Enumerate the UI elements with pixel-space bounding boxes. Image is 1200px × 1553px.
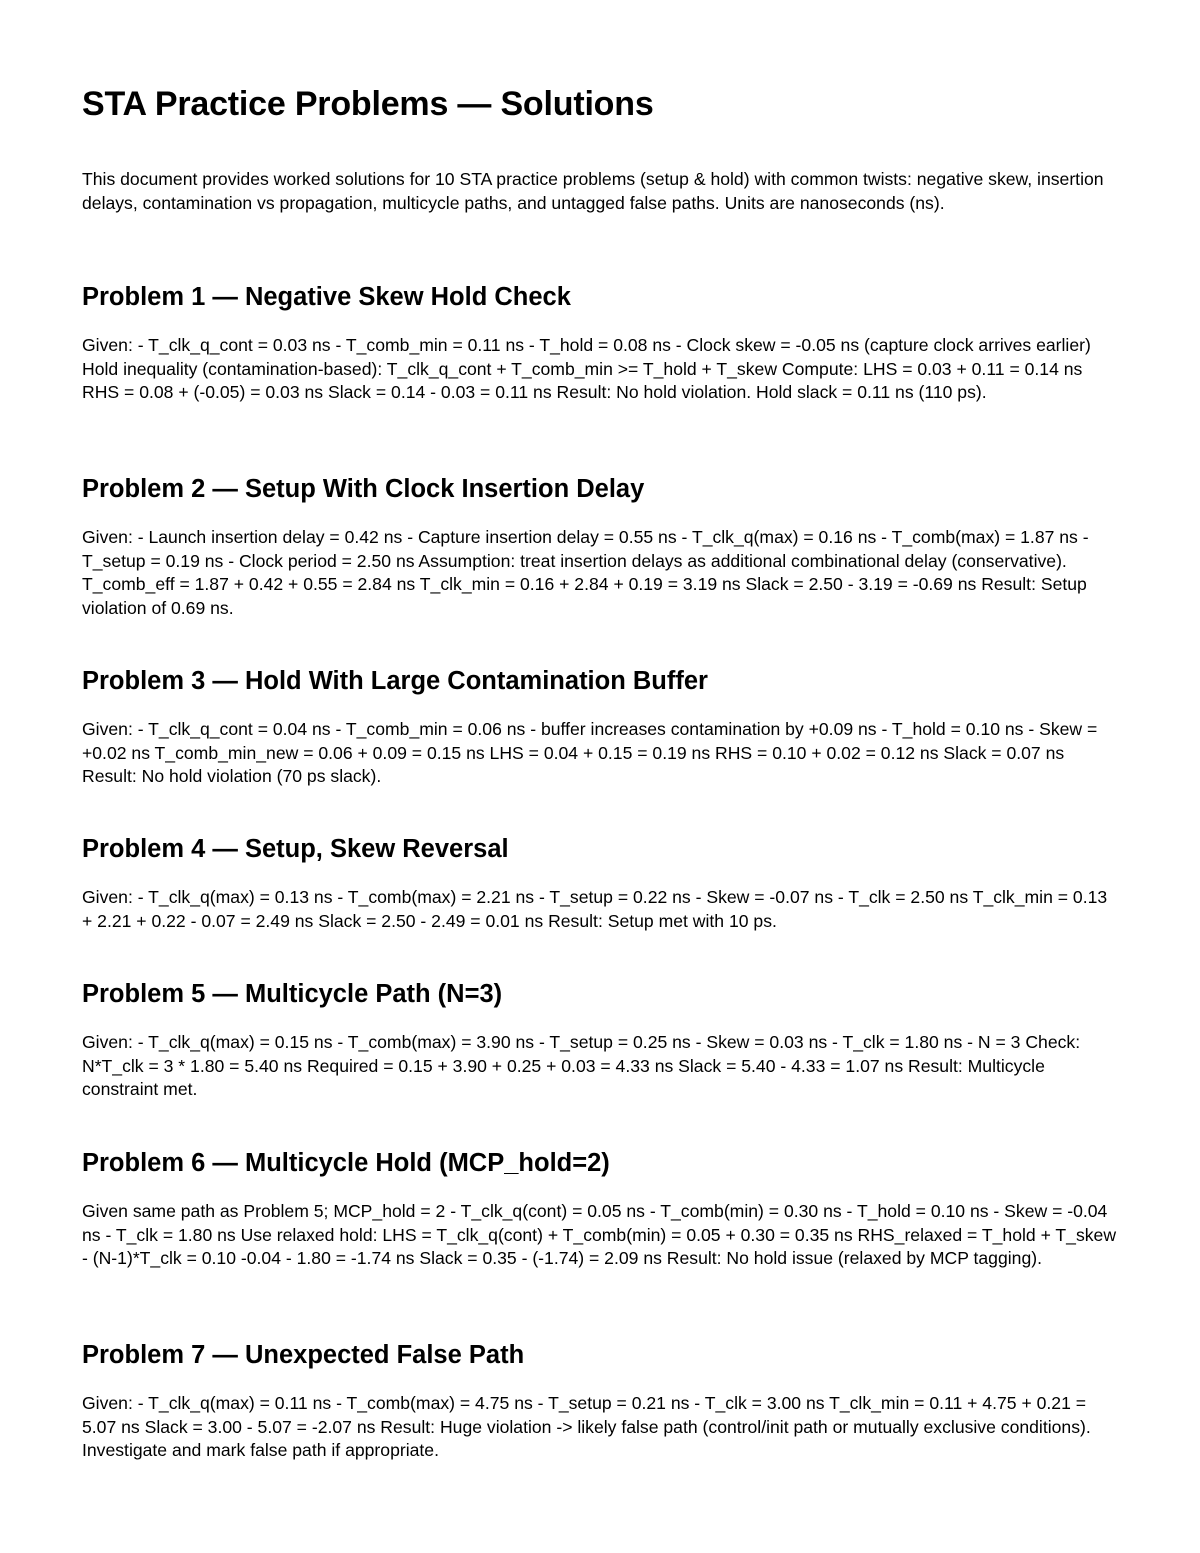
problem-2-body: Given: - Launch insertion delay = 0.42 ns - Capture insertion delay = 0.55 ns - T_clk_q(max) = 0.16 ns - T_comb(max) = 1.87 ns - T_setup = 0.19 ns - Clock period = 2.50 ns Assumption: treat insertion delays as additional combinational delay (conservative). T_comb_eff = 1.87 + 0.42 + 0.55 = 2.84 ns T_clk_min = 0.16 + 2.84 + 0.19 = 3.19 ns Slack = 2.50 - 3.19 = -0.69 ns Result: Setup violation of 0.69 ns. <box>82 527 1089 618</box>
document-intro: This document provides worked solutions for 10 STA practice problems (setup & hold) with common twists: negative skew, insertion delays, contamination vs propagation, multicycle paths, and untagged false paths. Units are nanoseconds (ns). <box>82 169 1104 213</box>
problem-2-section <box>82 473 1120 620</box>
problem-7-body: Given: - T_clk_q(max) = 0.11 ns - T_comb(max) = 4.75 ns - T_setup = 0.21 ns - T_clk = 3.00 ns T_clk_min = 0.11 + 4.75 + 0.21 = 5.07 ns Slack = 3.00 - 5.07 = -2.07 ns Result: Huge violation -> likely false path (control/init path or mutually exclusive conditions). Investigate and mark false path if appropriate. <box>82 1393 1091 1460</box>
problem-4-body: Given: - T_clk_q(max) = 0.13 ns - T_comb(max) = 2.21 ns - T_setup = 0.22 ns - Skew = -0.07 ns - T_clk = 2.50 ns T_clk_min = 0.13 + 2.21 + 0.22 - 0.07 = 2.49 ns Slack = 2.50 - 2.49 = 0.01 ns Result: Setup met with 10 ps. <box>82 887 1108 931</box>
problem-3-title: Problem 3 — Hold With Large Contamination Buffer <box>82 667 708 695</box>
problem-3-section <box>82 665 1120 789</box>
problem-5-title: Problem 5 — Multicycle Path (N=3) <box>82 980 503 1008</box>
problem-3-body: Given: - T_clk_q_cont = 0.04 ns - T_comb_min = 0.06 ns - buffer increases contamination by +0.09 ns - T_hold = 0.10 ns - Skew = +0.02 ns T_comb_min_new = 0.06 + 0.09 = 0.15 ns LHS = 0.04 + 0.15 = 0.19 ns RHS = 0.10 + 0.02 = 0.12 ns Slack = 0.07 ns Result: No hold violation (70 ps slack). <box>82 719 1098 786</box>
problem-7-title: Problem 7 — Unexpected False Path <box>82 1341 525 1369</box>
problem-5-section <box>82 978 1120 1102</box>
problem-6-section <box>82 1147 1120 1271</box>
problem-1-body: Given: - T_clk_q_cont = 0.03 ns - T_comb_min = 0.11 ns - T_hold = 0.08 ns - Clock skew = -0.05 ns (capture clock arrives earlier) Hold inequality (contamination-based): T_clk_q_cont + T_comb_min >= T_hold + T_skew Compute: LHS = 0.03 + 0.11 = 0.14 ns RHS = 0.08 + (-0.05) = 0.03 ns Slack = 0.14 - 0.03 = 0.11 ns Result: No hold violation. Hold slack = 0.11 ns (110 ps). <box>82 335 1091 402</box>
problem-6-title: Problem 6 — Multicycle Hold (MCP_hold=2) <box>82 1149 610 1177</box>
problem-6-body: Given same path as Problem 5; MCP_hold = 2 - T_clk_q(cont) = 0.05 ns - T_comb(min) = 0.30 ns - T_hold = 0.10 ns - Skew = -0.04 ns - T_clk = 1.80 ns Use relaxed hold: LHS = T_clk_q(cont) + T_comb(min) = 0.05 + 0.30 = 0.35 ns RHS_relaxed = T_hold + T_skew - (N-1)*T_clk = 0.10 -0.04 - 1.80 = -1.74 ns Slack = 0.35 - (-1.74) = 2.09 ns Result: No hold issue (relaxed by MCP tagging). <box>82 1201 1117 1268</box>
problem-5-body: Given: - T_clk_q(max) = 0.15 ns - T_comb(max) = 3.90 ns - T_setup = 0.25 ns - Skew = 0.03 ns - T_clk = 1.80 ns - N = 3 Check: N*T_clk = 3 * 1.80 = 5.40 ns Required = 0.15 + 3.90 + 0.25 + 0.03 = 4.33 ns Slack = 5.40 - 4.33 = 1.07 ns Result: Multicycle constraint met. <box>82 1032 1081 1099</box>
problem-7-section <box>82 1339 1120 1463</box>
problem-1-section <box>82 281 1120 405</box>
problem-2-title: Problem 2 — Setup With Clock Insertion Delay <box>82 475 645 503</box>
problem-4-title: Problem 4 — Setup, Skew Reversal <box>82 835 509 863</box>
problem-4-section <box>82 833 1120 933</box>
problem-1-title: Problem 1 — Negative Skew Hold Check <box>82 283 571 311</box>
document-title: STA Practice Problems — Solutions <box>82 85 654 123</box>
